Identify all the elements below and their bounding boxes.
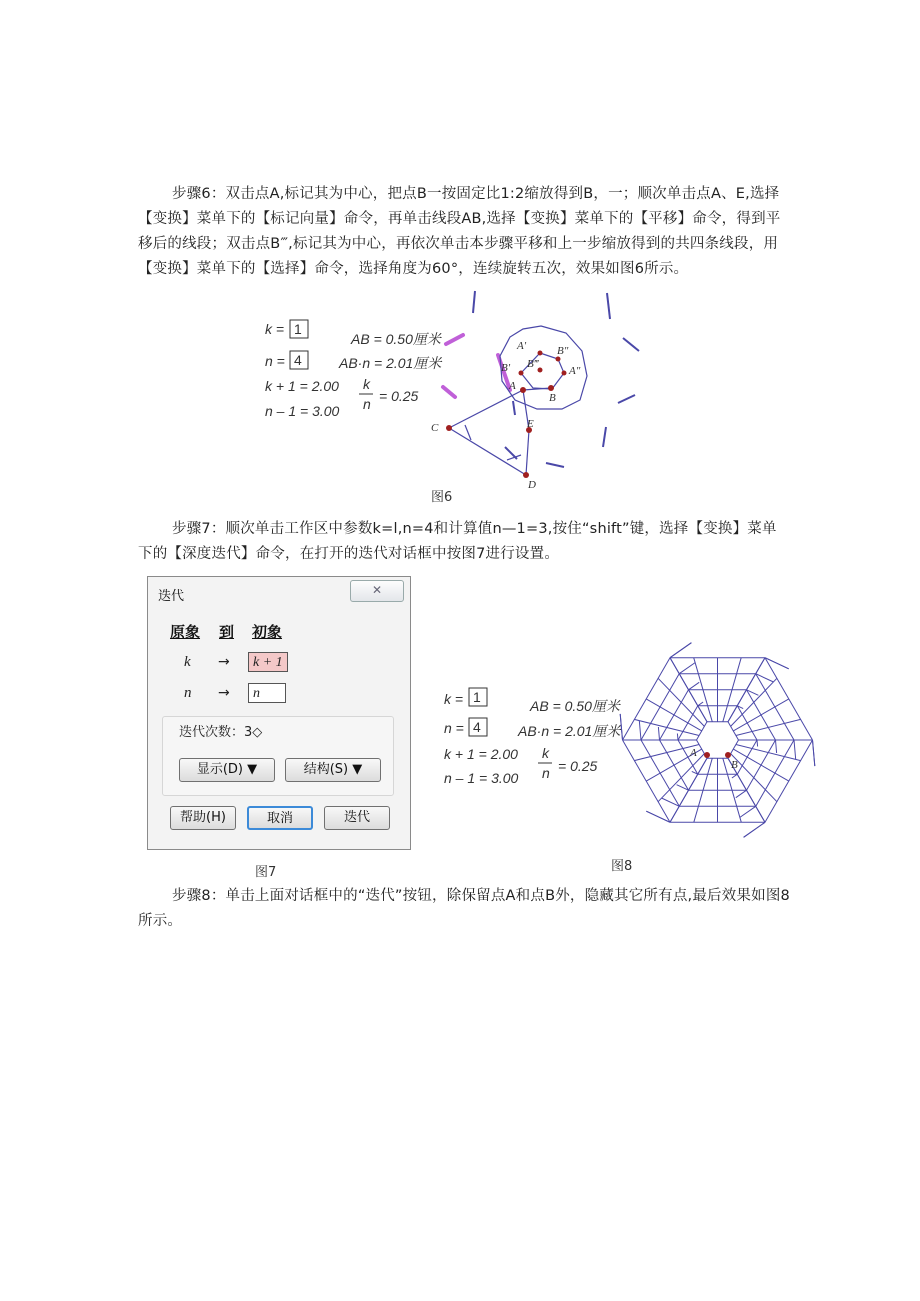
tiling-edge	[757, 740, 758, 747]
fig6-pt-b1: B'	[501, 362, 511, 374]
row2-value-field[interactable]: n	[248, 683, 286, 703]
fig8-n-value: 4	[473, 719, 481, 735]
fig6-construction	[449, 388, 551, 475]
fig6-frac-val: = 0.25	[379, 388, 419, 404]
step7-paragraph: 步骤7：顺次单击工作区中参数k=l,n=4和计算值n—1=3,按住“shift”键，选择【变换】菜单下的【深度迭代】命令，在打开的迭代对话框中按图7进行设置。	[138, 521, 777, 562]
cancel-button[interactable]: 取消	[247, 806, 313, 830]
tiling-edge	[736, 719, 801, 735]
fig8-frac-den: n	[542, 765, 550, 781]
tiling-edge	[658, 727, 659, 740]
col-initial-image: 初象	[252, 623, 283, 641]
tiling-edge	[813, 740, 815, 766]
fig6-k-value: 1	[294, 321, 302, 337]
fig8-k-plus: k + 1 = 2.00	[444, 746, 518, 762]
tiling-edge	[740, 806, 756, 817]
figure-8	[438, 622, 828, 854]
fig6-pt-a1: A'	[517, 340, 527, 352]
close-icon[interactable]: ✕	[350, 580, 404, 602]
structure-button[interactable]: 结构(S) ▼	[285, 758, 381, 782]
row2-arrow-icon: →	[218, 685, 230, 701]
fig8-n-label: n =	[444, 720, 464, 736]
step6-paragraph: 步骤6：双击点A,标记其为中心，把点B一按固定比1:2缩放得到B，一；顺次单击点A、E,选择【变换】菜单下的【标记向量】命令，再单击线段AB,选择【变换】菜单下的【平移】命令，得到平移后的线段；双击点B‴,标记其为中心，再依次单击本步骤平移和上一步缩放得到的共四条线段，用【变换】菜单下的【选择】命令，选择角度为60°，连续旋转五次，效果如图6所示。	[138, 186, 781, 277]
help-button[interactable]: 帮助(H)	[170, 806, 236, 830]
fig7-caption: 图7	[255, 865, 277, 880]
fig6-pt-a: A	[509, 380, 516, 392]
tiling-edge	[736, 790, 747, 798]
iteration-dialog	[147, 576, 411, 850]
tiling-edge	[639, 721, 641, 741]
tiling-edge	[794, 740, 796, 760]
row1-variable: k	[184, 654, 191, 670]
fig6-k-plus: k + 1 = 2.00	[265, 378, 339, 394]
tiling-edge	[736, 745, 801, 761]
fig6-k-label: k =	[265, 321, 285, 337]
fig8-frac-val: = 0.25	[558, 758, 598, 774]
figure-6	[255, 285, 655, 490]
fig6-caption: 图6	[431, 490, 453, 505]
fig6-n-value: 4	[294, 352, 302, 368]
row1-value-field[interactable]: k + 1	[248, 652, 288, 672]
fig6-pt-c: C	[431, 422, 439, 434]
fig8-point-b	[725, 752, 731, 758]
fig8-frac-num: k	[542, 745, 549, 761]
fig6-frac-num: k	[363, 376, 370, 392]
fig8-n-minus: n – 1 = 3.00	[444, 770, 519, 786]
tiling-edge	[623, 740, 671, 822]
display-button[interactable]: 显示(D) ▼	[179, 758, 275, 782]
row2-variable: n	[184, 685, 192, 701]
dialog-title: 迭代	[158, 589, 185, 604]
fig6-ab: AB = 0.50厘米	[351, 331, 441, 347]
fig8-abn: AB·n = 2.01厘米	[518, 723, 621, 739]
fig8-caption: 图8	[611, 859, 633, 874]
tiling-edge	[634, 719, 699, 735]
fig8-label-a: A	[690, 747, 697, 759]
fig8-k-value: 1	[473, 689, 481, 705]
fig6-n-minus: n – 1 = 3.00	[265, 403, 340, 419]
fig6-pt-b: B	[549, 392, 556, 404]
tiling-edge	[677, 734, 678, 741]
fig6-frac-den: n	[363, 396, 371, 412]
fig6-abn: AB·n = 2.01厘米	[339, 355, 442, 371]
fig6-pt-b2: B"	[557, 345, 569, 357]
fig6-highlights	[443, 335, 510, 397]
options-group	[162, 716, 394, 796]
iterate-button[interactable]: 迭代	[324, 806, 390, 830]
tiling-edge	[679, 663, 695, 674]
tiling-edge	[776, 740, 777, 753]
fig6-rotated-stubs	[473, 291, 639, 467]
fig8-point-a	[704, 752, 710, 758]
fig8-ab: AB = 0.50厘米	[530, 698, 620, 714]
col-to: 到	[219, 623, 235, 641]
fig8-tiling	[620, 643, 815, 838]
tiling-edge	[698, 702, 703, 706]
fig6-pt-a2: A"	[569, 365, 581, 377]
fig6-pt-e: E	[527, 418, 534, 430]
fig6-n-label: n =	[265, 353, 285, 369]
fig6-pt-b3: B‴	[527, 358, 539, 370]
row1-arrow-icon: →	[218, 654, 230, 670]
col-preimage: 原象	[170, 623, 201, 641]
tiling-edge	[670, 643, 691, 658]
step8-paragraph: 步骤8：单击上面对话框中的“迭代”按钮，除保留点A和点B外，隐藏其它所有点,最后效果如图8所示。	[138, 888, 790, 929]
tiling-edge	[689, 682, 700, 690]
fig8-k-label: k =	[444, 691, 464, 707]
fig8-label-b: B	[731, 759, 738, 771]
tiling-edge	[744, 822, 765, 837]
fig6-pt-d: D	[528, 479, 536, 490]
tiling-edge	[732, 774, 737, 778]
tiling-edge	[620, 714, 622, 740]
tiling-edge	[728, 722, 739, 740]
iteration-count[interactable]: 迭代次数：3◇	[179, 725, 263, 740]
